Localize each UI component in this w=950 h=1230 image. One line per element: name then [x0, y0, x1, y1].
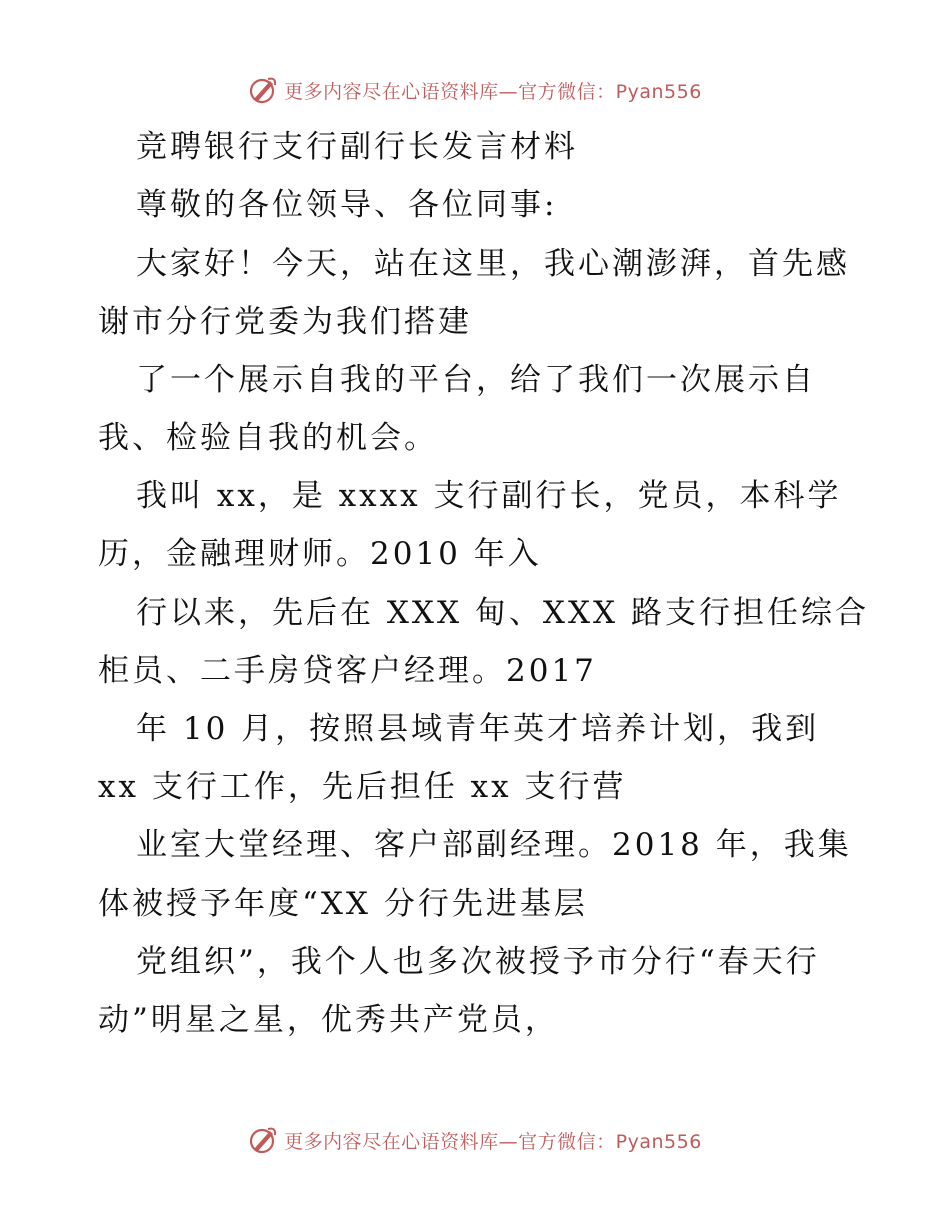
text-line: 大家好！今天，站在这里，我心潮澎湃，首先感: [136, 246, 850, 282]
text-line: 了一个展示自我的平台，给了我们一次展示自: [136, 362, 816, 398]
quill-pen-seal-icon: [248, 75, 278, 105]
text-line: 我、检验自我的机会。: [98, 420, 438, 456]
header-watermark: [0, 68, 950, 112]
text-line: 动”明星之星，优秀共产党员，: [98, 1002, 559, 1038]
footer-watermark: [0, 1118, 950, 1162]
text-line: 我叫 xx，是 xxxx 支行副行长，党员，本科学: [136, 478, 842, 514]
text-line: 年 10 月，按照县域青年英才培养计划，我到: [136, 711, 820, 747]
text-line: 尊敬的各位领导、各位同事:: [136, 187, 558, 223]
watermark-text: 更多内容尽在心语资料库—官方微信：Pyan556: [284, 1130, 702, 1153]
document-title: 竞聘银行支行副行长发言材料: [136, 129, 578, 165]
text-line: 谢市分行党委为我们搭建: [98, 304, 472, 340]
text-line: 体被授予年度“XX 分行先进基层: [98, 886, 588, 922]
watermark-text: 更多内容尽在心语资料库—官方微信：Pyan556: [284, 80, 702, 103]
text-line: 柜员、二手房贷客户经理。2017: [98, 653, 597, 689]
text-line: 行以来，先后在 XXX 甸、XXX 路支行担任综合: [136, 595, 869, 631]
text-line: 党组织”，我个人也多次被授予市分行“春天行: [136, 944, 820, 980]
text-line: xx 支行工作，先后担任 xx 支行营: [98, 769, 627, 805]
text-line: 业室大堂经理、客户部副经理。2018 年，我集: [136, 827, 852, 863]
text-line: 历，金融理财师。2010 年入: [98, 536, 542, 572]
quill-pen-seal-icon: [248, 1125, 278, 1155]
